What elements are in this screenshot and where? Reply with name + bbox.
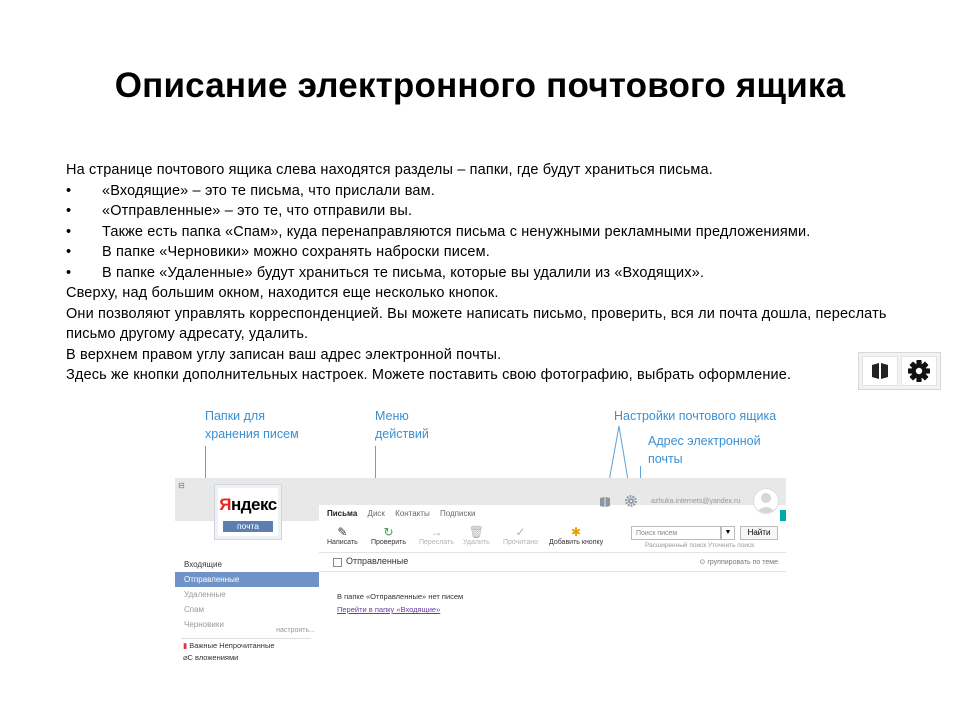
text-line: На странице почтового ящика слева находятся разделы – папки, где будут храниться письма. [66,162,713,178]
trash-icon: 🗑 [468,525,484,539]
folder-header [319,552,786,572]
slide-title: Описание электронного почтового ящика [114,66,846,105]
tab-subscriptions[interactable]: Подписки [439,509,476,518]
slide-text [66,160,906,386]
logo-text: Яндекс [219,495,277,514]
bullet-inbox: • «Входящие» – это те письма, что прислали вам. [66,181,906,202]
text-line: Здесь же кнопки дополнительных настроек. Можете поставить свою фотографию, выбрать оформление. [66,367,792,383]
collapse-icon[interactable]: ⊟ [178,481,185,490]
tab-contacts[interactable]: Контакты [395,509,430,518]
folder-inbox[interactable]: Входящие [184,560,222,569]
annotation-settings: Настройки почтового ящика [614,409,777,423]
theme-button[interactable] [862,356,898,386]
refresh-icon: ↻ [383,525,394,539]
pencil-icon: ✎ [337,525,348,539]
email-address[interactable]: azhuka.internets@yandex.ru [651,498,741,505]
mail-screenshot [175,478,786,670]
bullet-spam: • Также есть папка «Спам», куда перенаправляются письма с ненужными рекламными предложениями. [66,222,906,243]
sidebar-divider [181,638,311,639]
delete-button[interactable] [463,525,490,546]
mark-read-label: Прочитано [503,539,538,546]
check-icon: ✓ [515,525,526,539]
annotation-folders: Папки для хранения писем [205,409,299,441]
folder-drafts[interactable]: Черновики [184,620,224,629]
bullet-deleted: • В папке «Удаленные» будут храниться те письма, которые вы удалили из «Входящих». [66,263,906,284]
paperclip-icon: ⌀ [183,653,188,662]
settings-gear-icon[interactable] [624,494,638,508]
annotation-address: Адрес электронной почты [648,434,761,466]
user-icon [754,489,778,513]
book-icon [870,362,890,380]
avatar[interactable] [753,488,779,514]
settings-button[interactable] [901,356,937,386]
logo-sub: почта [223,521,273,532]
flag-icon: ▮ [183,641,188,650]
current-folder-title: Отправленные [346,556,409,566]
label-important-text: Важные Непрочитанные [189,641,275,650]
text-line: Сверху, над большим окном, находится еще несколько кнопок. [66,285,499,301]
bullet-sent: • «Отправленные» – это те, что отправили вы. [66,201,906,222]
mail-main [319,505,786,670]
label-attachments-text: С вложениями [187,653,239,662]
folder-spam[interactable]: Спам [184,605,205,614]
folder-config-link[interactable]: настроить... [276,627,315,634]
folder-list [175,557,319,632]
bullet-drafts: • В папке «Черновики» можно сохранять наброски писем. [66,242,906,263]
forward-label: Переслать [419,539,454,546]
group-by-topic-toggle[interactable]: ⊙ группировать по теме [699,559,778,566]
accent-strip [780,510,786,521]
folder-deleted[interactable]: Удаленные [184,590,226,599]
yandex-logo[interactable] [214,484,282,540]
search-dropdown[interactable]: ▼ [721,526,735,540]
add-button-label: Добавить кнопку [549,539,604,546]
group-by-topic-label: группировать по теме [707,559,778,566]
delete-label: Удалить [463,539,490,546]
annotation-actions: Меню действий [375,409,429,441]
label-important-unread[interactable] [183,641,275,650]
goto-inbox-link[interactable]: Перейти в папку «Входящие» [337,605,441,614]
text-line: Они позволяют управлять корреспонденцией. Вы можете написать письмо, проверить, вся ли почта дошла, переслать письмо другому адресату, удалить. [66,305,887,342]
forward-icon: → [430,525,443,539]
service-tabs [327,509,483,518]
tab-disk[interactable]: Диск [367,509,385,518]
extra-settings-toolbar [858,352,941,390]
mark-read-button[interactable] [503,525,538,546]
sparkle-icon: ✱ [571,525,582,539]
theme-icon[interactable] [599,496,611,508]
add-button-button[interactable] [549,525,603,546]
tab-letters[interactable]: Письма [327,509,358,518]
search-options[interactable]: Расширенный поиск Уточнить поиск [645,542,755,549]
forward-button[interactable] [419,525,454,546]
folder-sent[interactable]: Отправленные [175,572,319,587]
select-all-checkbox[interactable] [333,558,342,567]
text-line: В верхнем правом углу записан ваш адрес электронной почты. [66,346,502,363]
check-mail-label: Проверить [371,539,407,546]
empty-folder-message: В папке «Отправленные» нет писем [337,592,464,601]
label-attachments[interactable] [183,653,238,662]
gear-icon [907,359,931,383]
logo-word: ндекс [230,495,277,514]
check-mail-button[interactable] [371,525,406,546]
compose-label: Написать [327,539,358,546]
search-button[interactable]: Найти [740,526,778,540]
search-input[interactable]: Поиск писем [631,526,721,540]
compose-button[interactable] [327,525,358,546]
